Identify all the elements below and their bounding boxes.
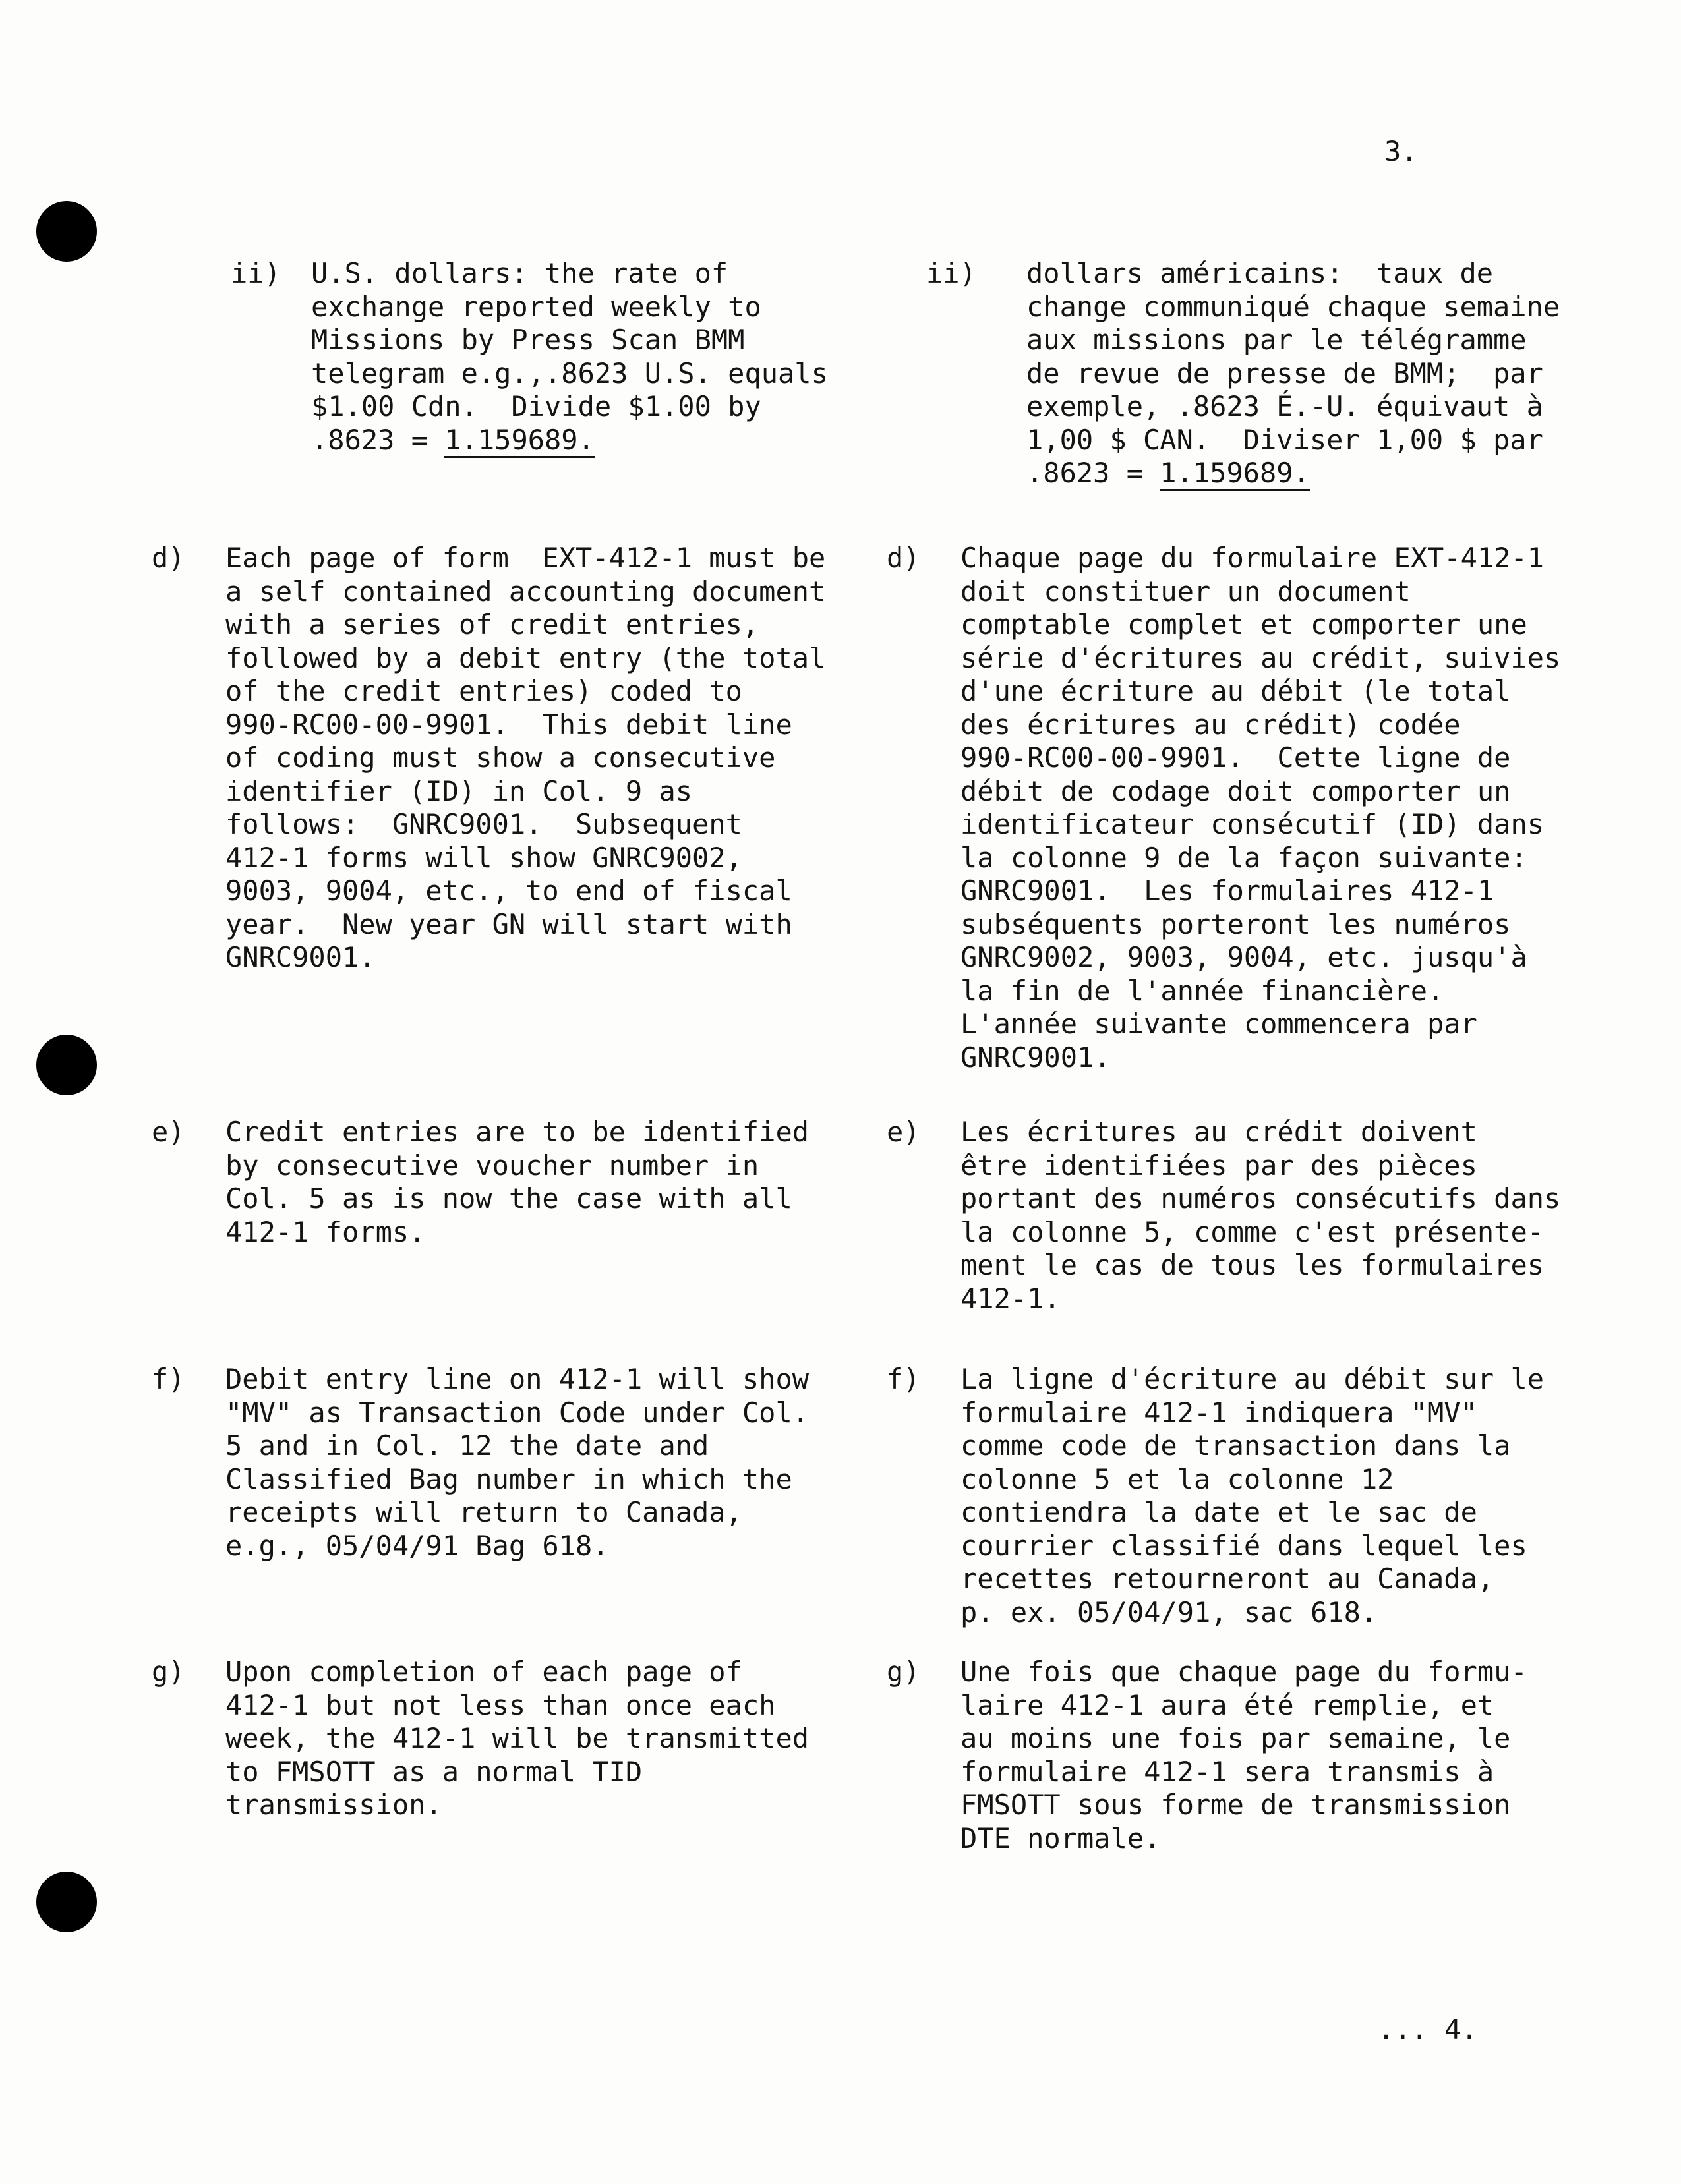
item-text: [225, 1363, 837, 1563]
item-text: [960, 1363, 1635, 1629]
text-line: 412-1 forms will show GNRC9002,: [225, 841, 742, 874]
text-line: 990-RC00-00-9901. This debit line: [225, 708, 792, 741]
text-line: formulaire 412-1 indiquera "MV": [960, 1396, 1477, 1429]
text-line: telegram e.g.,.8623 U.S. equals: [311, 357, 828, 389]
text-line: "MV" as Transaction Code under Col.: [225, 1396, 810, 1429]
page-number: 3.: [1384, 135, 1418, 167]
text-line: GNRC9001. Les formulaires 412-1: [960, 875, 1494, 907]
text-line: Col. 5 as is now the case with all: [225, 1182, 792, 1215]
item-letter: e): [887, 1116, 920, 1148]
text-line: ment le cas de tous les formulaires: [960, 1249, 1545, 1281]
item-letter: g): [152, 1655, 185, 1688]
rate-prefix: .8623 =: [1026, 457, 1160, 489]
en-item-g: [152, 1655, 837, 1822]
text-line: Une fois que chaque page du formu-: [960, 1655, 1527, 1688]
item-letter: e): [152, 1116, 185, 1148]
item-letter: d): [887, 542, 920, 574]
en-item-e: [152, 1116, 837, 1249]
text-line: of the credit entries) coded to: [225, 675, 742, 707]
item-letter: g): [887, 1655, 920, 1688]
punch-hole-middle: [36, 1035, 97, 1095]
item-text: [960, 542, 1635, 1074]
item-last-line: [311, 424, 837, 457]
text-line: U.S. dollars: the rate of: [311, 257, 728, 289]
text-line: de revue de presse de BMM; par: [1026, 357, 1543, 389]
text-line: la colonne 9 de la façon suivante:: [960, 841, 1527, 874]
item-text: [960, 1116, 1635, 1315]
text-line: of coding must show a consecutive: [225, 741, 776, 774]
text-line: la fin de l'année financière.: [960, 974, 1444, 1007]
item-text: [960, 1655, 1635, 1855]
item-last-line: [1026, 457, 1635, 490]
text-line: e.g., 05/04/91 Bag 618.: [225, 1529, 609, 1562]
text-line: p. ex. 05/04/91, sac 618.: [960, 1595, 1378, 1628]
text-line: courrier classifié dans lequel les: [960, 1529, 1527, 1562]
text-line: L'année suivante commencera par: [960, 1008, 1477, 1040]
fr-item-ii: [887, 257, 1635, 490]
text-line: Each page of form EXT-412-1 must be: [225, 542, 826, 574]
text-line: La ligne d'écriture au débit sur le: [960, 1363, 1545, 1395]
text-line: 5 and in Col. 12 the date and: [225, 1429, 709, 1462]
rate-result: 1.159689.: [1160, 457, 1310, 491]
text-line: Upon completion of each page of: [225, 1655, 742, 1688]
text-line: $1.00 Cdn. Divide $1.00 by: [311, 390, 761, 422]
item-text: [225, 542, 837, 975]
text-line: subséquents porteront les numéros: [960, 907, 1511, 940]
item-letter: f): [152, 1363, 185, 1395]
fr-item-g: [887, 1655, 1635, 1855]
fr-item-d: [887, 542, 1635, 1074]
text-line: Les écritures au crédit doivent: [960, 1116, 1477, 1148]
en-item-ii: [152, 257, 837, 457]
text-line: to FMSOTT as a normal TID: [225, 1755, 643, 1788]
text-line: year. New year GN will start with: [225, 907, 792, 940]
text-line: des écritures au crédit) codée: [960, 708, 1461, 741]
text-line: 412-1.: [960, 1282, 1061, 1315]
text-line: Debit entry line on 412-1 will show: [225, 1363, 810, 1395]
text-line: with a series of credit entries,: [225, 608, 759, 641]
text-line: receipts will return to Canada,: [225, 1496, 742, 1528]
item-text: [225, 1655, 837, 1822]
text-line: Classified Bag number in which the: [225, 1462, 792, 1495]
text-line: week, the 412-1 will be transmitted: [225, 1722, 810, 1754]
text-line: laire 412-1 aura été remplie, et: [960, 1688, 1494, 1721]
text-line: aux missions par le télégramme: [1026, 324, 1527, 356]
text-line: GNRC9001.: [960, 1041, 1111, 1074]
text-line: Credit entries are to be identified: [225, 1116, 810, 1148]
text-line: Missions by Press Scan BMM: [311, 324, 745, 356]
text-line: followed by a debit entry (the total: [225, 641, 826, 674]
item-text: [1026, 257, 1635, 457]
item-letter: ii): [231, 257, 281, 289]
text-line: Chaque page du formulaire EXT-412-1: [960, 542, 1545, 574]
en-item-f: [152, 1363, 837, 1563]
text-line: comme code de transaction dans la: [960, 1429, 1511, 1462]
text-line: by consecutive voucher number in: [225, 1149, 759, 1182]
text-line: 412-1 forms.: [225, 1215, 426, 1248]
text-line: GNRC9002, 9003, 9004, etc. jusqu'à: [960, 941, 1527, 973]
text-line: d'une écriture au débit (le total: [960, 675, 1511, 707]
rate-result: 1.159689.: [444, 424, 595, 458]
text-line: 990-RC00-00-9901. Cette ligne de: [960, 741, 1511, 774]
text-line: la colonne 5, comme c'est présente-: [960, 1215, 1545, 1248]
text-line: transmission.: [225, 1789, 442, 1821]
text-line: être identifiées par des pièces: [960, 1149, 1477, 1182]
text-line: recettes retourneront au Canada,: [960, 1563, 1494, 1595]
text-line: 9003, 9004, etc., to end of fiscal: [225, 875, 792, 907]
punch-hole-top: [36, 201, 97, 262]
text-line: doit constituer un document: [960, 575, 1411, 608]
text-line: colonne 5 et la colonne 12: [960, 1462, 1394, 1495]
continued-marker: ... 4.: [1378, 2013, 1478, 2046]
en-item-d: [152, 542, 837, 975]
text-line: formulaire 412-1 sera transmis à: [960, 1755, 1494, 1788]
text-line: follows: GNRC9001. Subsequent: [225, 808, 742, 840]
text-line: exchange reported weekly to: [311, 290, 761, 323]
text-line: débit de codage doit comporter un: [960, 774, 1511, 807]
text-line: dollars américains: taux de: [1026, 257, 1494, 289]
text-line: change communiqué chaque semaine: [1026, 290, 1560, 323]
text-line: exemple, .8623 É.-U. équivaut à: [1026, 390, 1543, 422]
fr-item-f: [887, 1363, 1635, 1629]
item-text: [311, 257, 837, 424]
text-line: 412-1 but not less than once each: [225, 1688, 776, 1721]
text-line: identifier (ID) in Col. 9 as: [225, 774, 693, 807]
text-line: série d'écritures au crédit, suivies: [960, 641, 1561, 674]
text-line: DTE normale.: [960, 1822, 1161, 1854]
text-line: contiendra la date et le sac de: [960, 1496, 1477, 1528]
text-line: portant des numéros consécutifs dans: [960, 1182, 1561, 1215]
text-line: au moins une fois par semaine, le: [960, 1722, 1511, 1754]
text-line: FMSOTT sous forme de transmission: [960, 1789, 1511, 1821]
rate-prefix: .8623 =: [311, 423, 445, 456]
text-line: a self contained accounting document: [225, 575, 826, 608]
item-letter: f): [887, 1363, 920, 1395]
text-line: 1,00 $ CAN. Diviser 1,00 $ par: [1026, 423, 1543, 456]
item-letter: ii): [926, 257, 976, 289]
text-line: identificateur consécutif (ID) dans: [960, 808, 1545, 840]
item-text: [225, 1116, 837, 1249]
item-letter: d): [152, 542, 185, 574]
text-line: comptable complet et comporter une: [960, 608, 1527, 641]
punch-hole-bottom: [36, 1872, 97, 1932]
text-line: GNRC9001.: [225, 941, 376, 973]
fr-item-e: [887, 1116, 1635, 1315]
